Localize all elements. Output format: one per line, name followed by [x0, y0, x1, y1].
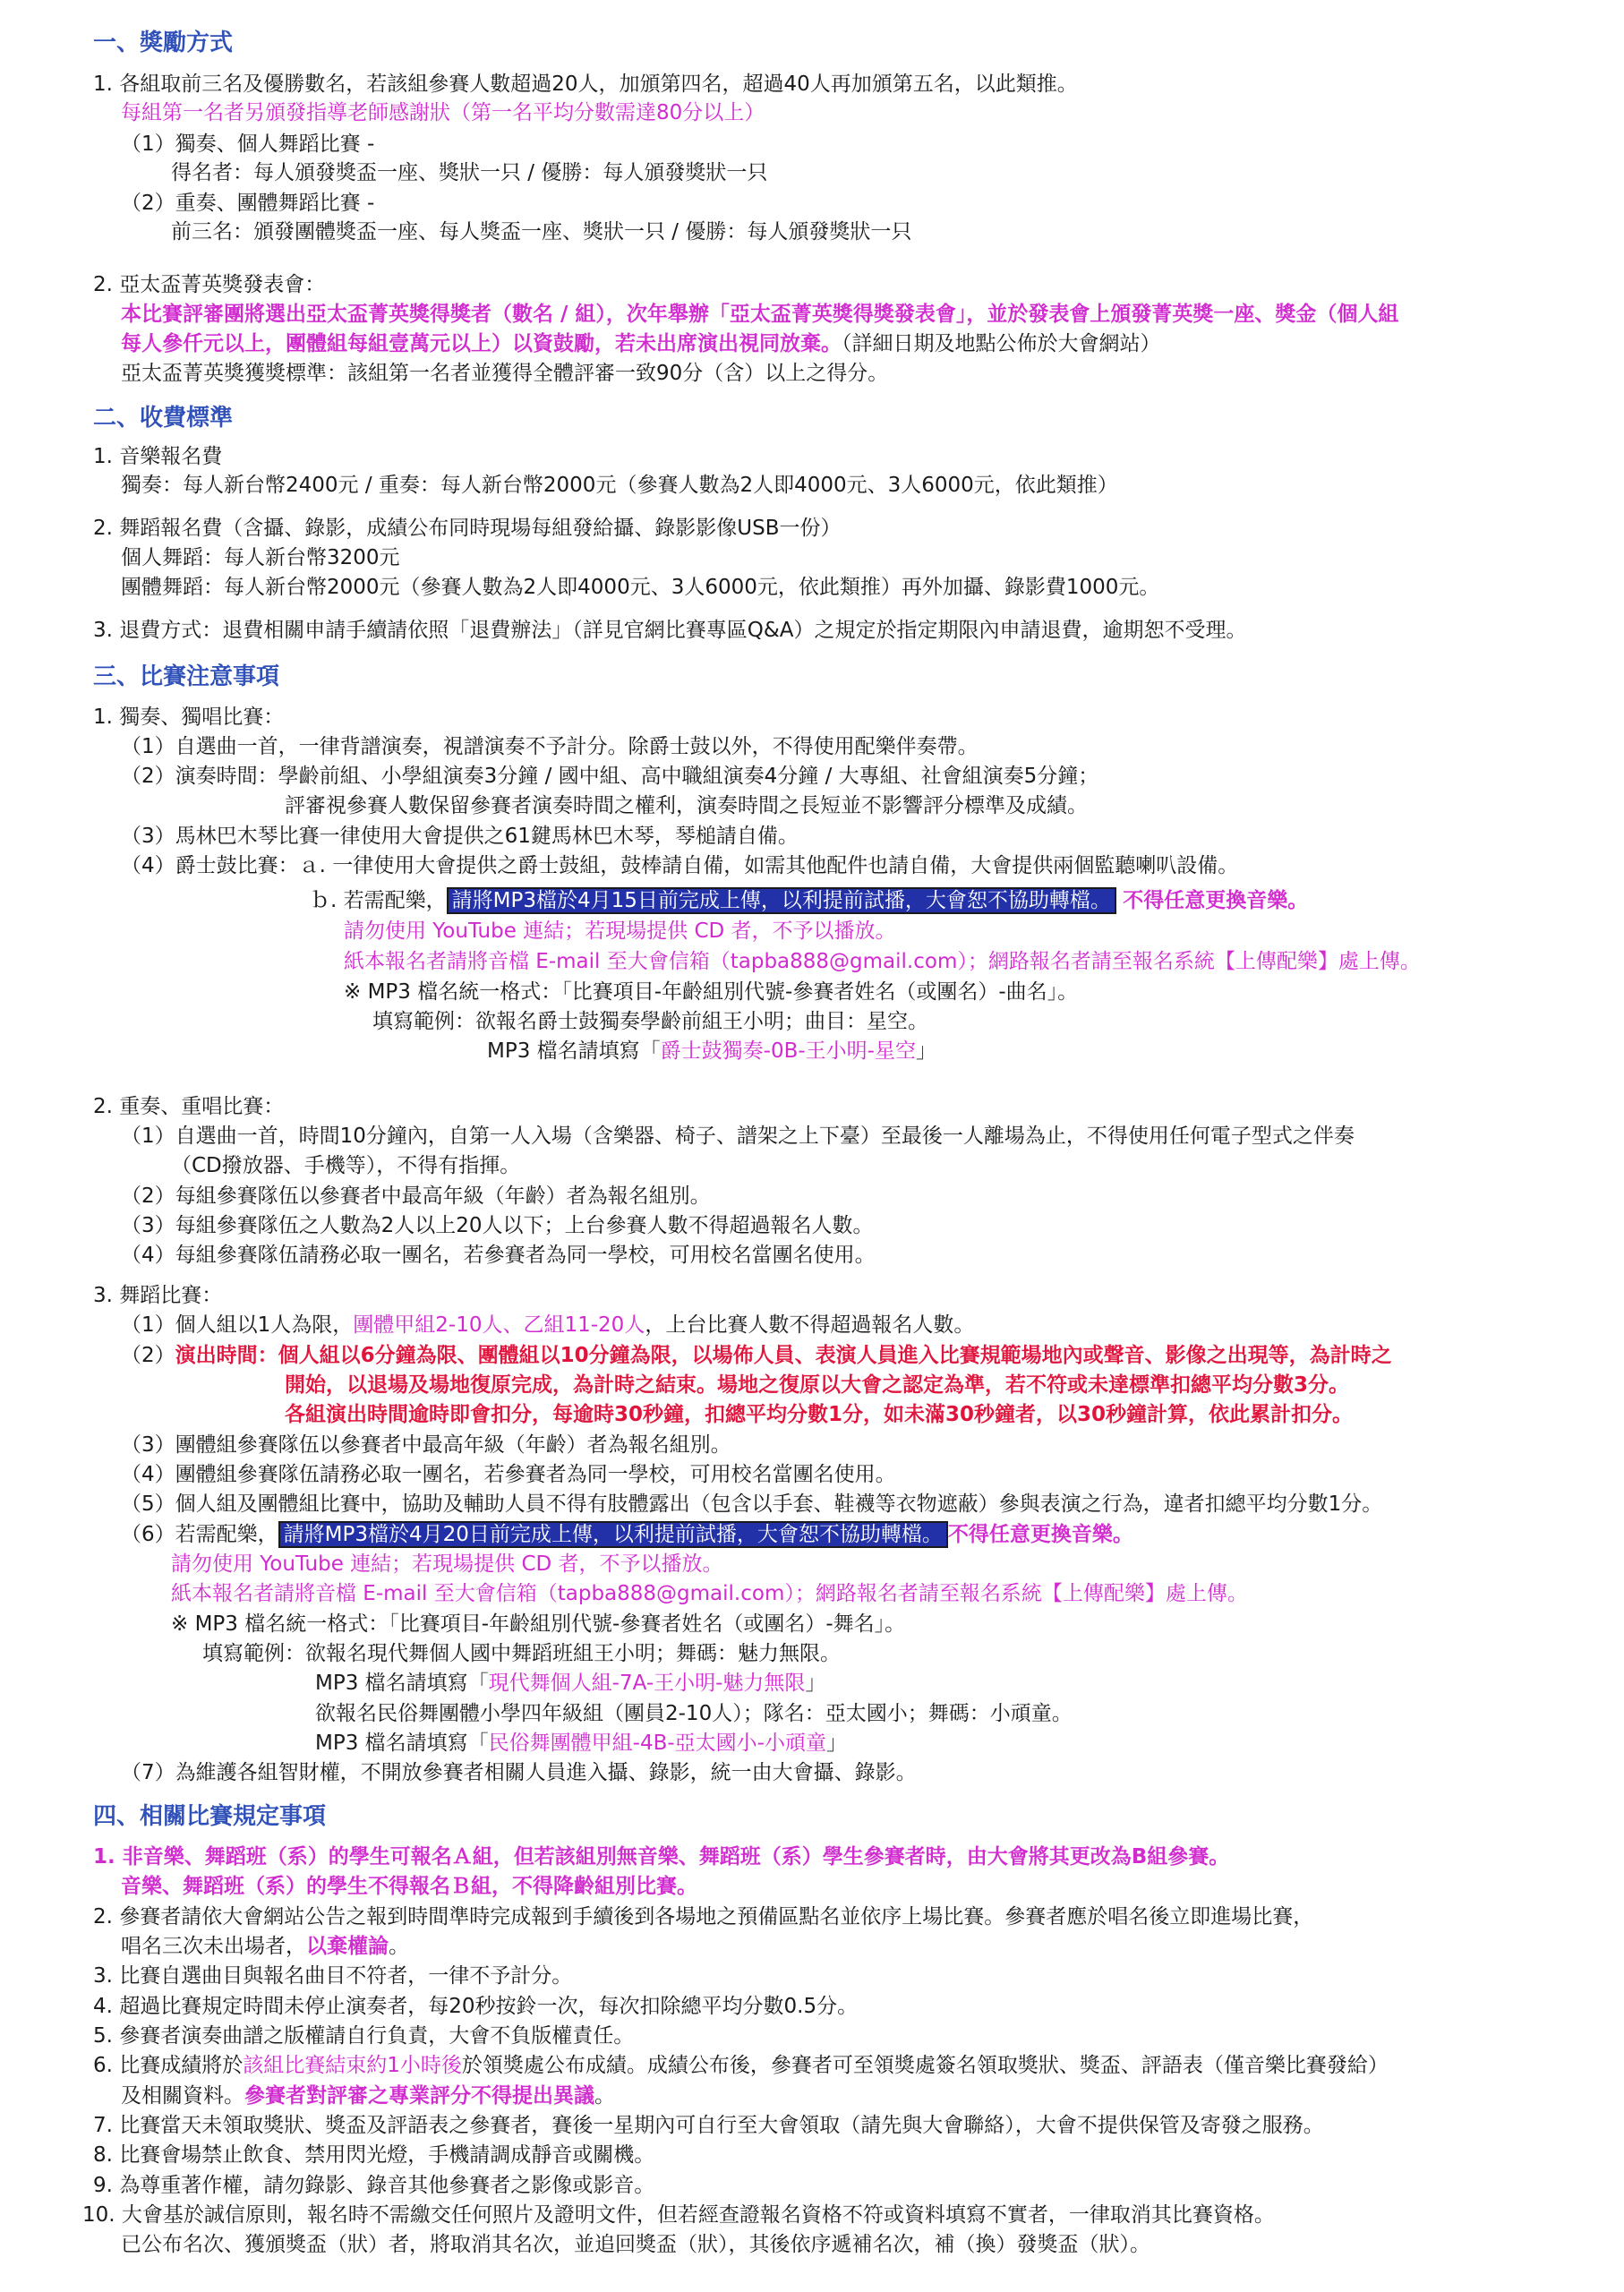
notes-item-1-4b-3: 紙本報名者請將音檔 E-mail 至大會信箱（tapba888@gmail.com）；網路報名者請至報名系統【上傳配樂】處上傳。: [344, 950, 1421, 973]
rules-item-6: 6. 比賽成績將於該組比賽結束約1小時後於領獎處公布成績。成績公布後，參賽者可至領獎處簽名領取獎狀、獎盃、評語表（僅音樂比賽發給）: [93, 2054, 1389, 2077]
rules-item-2: 2. 參賽者請依大會網站公告之報到時間準時完成報到手續後到各場地之預備區點名並依序上場比賽。參賽者應於唱名後立即進場比賽，: [93, 1905, 1314, 1929]
notes-item-1-2b: 評審視參賽人數保留參賽者演奏時間之權利，演奏時間之長短並不影響評分標準及成績。: [285, 794, 1088, 817]
notes-item-3-6-3: 紙本報名者請將音檔 E-mail 至大會信箱（tapba888@gmail.com）；網路報名者請至報名系統【上傳配樂】處上傳。: [171, 1582, 1248, 1605]
awards-item-1-note: 每組第一名者另頒發指導老師感謝狀（第一名平均分數需達80分以上）: [121, 101, 765, 124]
notes-item-2-4: （4）每組參賽隊伍請務必取一團名，若參賽者為同一學校，可用校名當團名使用。: [121, 1244, 876, 1267]
section-heading-notes: 三、比賽注意事項: [93, 663, 280, 690]
notes-item-3: 3. 舞蹈比賽：: [93, 1284, 223, 1307]
highlight-mp3-deadline-drum: 請將MP3檔於4月15日前完成上傳，以利提前試播，大會恕不協助轉檔。: [447, 887, 1116, 914]
notes-item-1-3: （3）馬林巴木琴比賽一律使用大會提供之61鍵馬林巴木琴，琴槌請自備。: [121, 825, 799, 848]
notes-item-3-2c: 各組演出時間逾時即會扣分，每逾時30秒鐘，扣總平均分數1分，如未滿30秒鐘者，以30秒鐘計算，依此累計扣分。: [285, 1403, 1354, 1426]
notes-item-3-6-2: 請勿使用 YouTube 連結；若現場提供 CD 者，不予以播放。: [171, 1552, 723, 1576]
awards-item-1: 1. 各組取前三名及優勝數名，若該組參賽人數超過20人，加頒第四名，超過40人再加頒第五名，以此類推。: [93, 73, 1078, 96]
rules-item-10: 10. 大會基於誠信原則，報名時不需繳交任何照片及證明文件，但若經查證報名資格不符或資料填寫不實者，一律取消其比賽資格。: [82, 2203, 1275, 2227]
notes-item-3-6-5: 填寫範例：欲報名現代舞個人國中舞蹈班組王小明；舞碼：魅力無限。: [202, 1642, 841, 1665]
rules-item-4: 4. 超過比賽規定時間未停止演奏者，每20秒按鈴一次，每次扣除總平均分數0.5分。: [93, 1995, 859, 2018]
notes-item-1-2: （2）演奏時間：學齡前組、小學組演奏3分鐘 / 國中組、高中職組演奏4分鐘 / 大專組、社會組演奏5分鐘；: [121, 765, 1099, 788]
rules-item-1: 1. 非音樂、舞蹈班（系）的學生可報名Ａ組，但若該組別無音樂、舞蹈班（系）學生參賽者時，由大會將其更改為B組參賽。: [93, 1845, 1230, 1869]
section-heading-fees: 二、收費標準: [93, 405, 234, 432]
notes-item-3-6-7: 欲報名民俗舞團體小學四年級組（團員2-10人）；隊名：亞太國小；舞碼：小頑童。: [315, 1702, 1073, 1725]
awards-item-2-line-c: 亞太盃菁英獎獲獎標準：該組第一名者並獲得全體評審一致90分（含）以上之得分。: [121, 362, 889, 385]
notes-item-3-4: （4）團體組參賽隊伍請務必取一團名，若參賽者為同一學校，可用校名當團名使用。: [121, 1463, 896, 1486]
rules-item-7: 7. 比賽當天未領取獎狀、獎盃及評語表之參賽者，賽後一星期內可自行至大會領取（請先與大會聯絡），大會不提供保管及寄發之服務。: [93, 2114, 1324, 2137]
awards-sub-2-title: （2）重奏、團體舞蹈比賽 -: [121, 192, 375, 215]
notes-item-3-5: （5）個人組及團體組比賽中，協助及輔助人員不得有肢體露出（包含以手套、鞋襪等衣物遮蔽）參與表演之行為，違者扣總平均分數1分。: [121, 1492, 1383, 1516]
rules-item-2b: 唱名三次未出場者，以棄權論。: [121, 1935, 409, 1958]
rules-item-8: 8. 比賽會場禁止飲食、禁用閃光燈，手機請調成靜音或關機。: [93, 2143, 655, 2167]
rules-item-9: 9. 為尊重著作權，請勿錄影、錄音其他參賽者之影像或影音。: [93, 2174, 655, 2197]
notes-item-1-4b-2: 請勿使用 YouTube 連結；若現場提供 CD 者，不予以播放。: [344, 919, 896, 943]
notes-item-3-1: （1）個人組以1人為限，團體甲組2-10人、乙組11-20人，上台比賽人數不得超過報名人數。: [121, 1313, 975, 1337]
awards-item-2: 2. 亞太盃菁英獎發表會：: [93, 273, 326, 296]
awards-item-2-line-b: 每人參仟元以上，團體組每組壹萬元以上）以資鼓勵，若未出席演出視同放棄。（詳細日期及地點公佈於大會網站）: [121, 332, 1161, 355]
awards-sub-2-text: 前三名：頒發團體獎盃一座、每人獎盃一座、獎狀一只 / 優勝：每人頒發獎狀一只: [171, 220, 912, 244]
notes-item-1: 1. 獨奏、獨唱比賽：: [93, 706, 285, 729]
fees-item-1: 1. 音樂報名費: [93, 445, 223, 468]
fees-item-1-text: 獨奏：每人新台幣2400元 / 重奏：每人新台幣2000元（參賽人數為2人即4000元、3人6000元，依此類推）: [121, 474, 1118, 497]
notes-item-1-4b-4: ※ MP3 檔名統一格式：「比賽項目-年齡組別代號-參賽者姓名（或團名）-曲名」。: [344, 980, 1079, 1004]
rules-item-6b: 及相關資料。參賽者對評審之專業評分不得提出異議。: [121, 2084, 615, 2108]
fees-item-2: 2. 舞蹈報名費（含攝、錄影，成績公布同時現場每組發給攝、錄影影像USB一份）: [93, 517, 842, 540]
notes-item-2-3: （3）每組參賽隊伍之人數為2人以上20人以下；上台參賽人數不得超過報名人數。: [121, 1214, 874, 1237]
notes-item-1-4: （4）爵士鼓比賽：ａ. 一律使用大會提供之爵士鼓組，鼓棒請自備，如需其他配件也請自備，大會提供兩個監聽喇叭設備。: [121, 854, 1239, 877]
notes-item-1-4b: ｂ. 若需配樂， 請將MP3檔於4月15日前完成上傳，以利提前試播，大會恕不協助轉檔。 不得任意更換音樂。: [310, 889, 1309, 912]
notes-item-3-3: （3）團體組參賽隊伍以參賽者中最高年級（年齡）者為報名組別。: [121, 1433, 731, 1457]
awards-sub-1-text: 得名者：每人頒發獎盃一座、獎狀一只 / 優勝：每人頒發獎狀一只: [171, 161, 768, 184]
notes-item-2-1b: （CD撥放器、手機等），不得有指揮。: [171, 1154, 521, 1177]
notes-item-3-7: （7）為維護各組智財權，不開放參賽者相關人員進入攝、錄影，統一由大會攝、錄影。: [121, 1761, 917, 1784]
rules-item-10b: 已公布名次、獲頒獎盃（狀）者，將取消其名次，並追回獎盃（狀），其後依序遞補名次，補（換）發獎盃（狀）。: [121, 2233, 1150, 2256]
notes-item-2: 2. 重奏、重唱比賽：: [93, 1095, 285, 1118]
awards-item-2-line-a: 本比賽評審團將選出亞太盃菁英獎得獎者（數名 / 組），次年舉辦「亞太盃菁英獎得獎發表會」，並於發表會上頒發菁英獎一座、獎金（個人組: [121, 303, 1399, 326]
awards-sub-1-title: （1）獨奏、個人舞蹈比賽 -: [121, 133, 375, 156]
notes-item-1-1: （1）自選曲一首，一律背譜演奏，視譜演奏不予計分。除爵士鼓以外，不得使用配樂伴奏帶。: [121, 735, 979, 758]
notes-item-3-2: （2）演出時間：個人組以6分鐘為限、團體組以10分鐘為限，以場佈人員、表演人員進入比賽規範場地內或聲音、影像之出現等，為計時之: [121, 1344, 1392, 1367]
section-heading-awards: 一、獎勵方式: [93, 30, 234, 56]
notes-item-1-4b-5: 填寫範例：欲報名爵士鼓獨奏學齡前組王小明；曲目：星空。: [372, 1010, 928, 1033]
rules-item-5: 5. 參賽者演奏曲譜之版權請自行負責，大會不負版權責任。: [93, 2024, 635, 2048]
notes-item-3-6-6: MP3 檔名請填寫「現代舞個人組-7A-王小明-魅力無限」: [315, 1672, 826, 1695]
fees-item-2-a: 個人舞蹈：每人新台幣3200元: [121, 546, 400, 569]
notes-item-3-6-8: MP3 檔名請填寫「民俗舞團體甲組-4B-亞太國小-小頑童」: [315, 1732, 847, 1755]
notes-item-1-4b-6: MP3 檔名請填寫「爵士鼓獨奏-0B-王小明-星空」: [487, 1039, 936, 1063]
rules-item-3: 3. 比賽自選曲目與報名曲目不符者，一律不予計分。: [93, 1964, 573, 1988]
fees-item-3: 3. 退費方式：退費相關申請手續請依照「退費辦法」（詳見官網比賽專區Q&A）之規定於指定期限內申請退費，逾期恕不受理。: [93, 619, 1247, 642]
notes-item-3-2b: 開始，以退場及場地復原完成，為計時之結束。場地之復原以大會之認定為準，若不符或未達標準扣總平均分數3分。: [285, 1373, 1350, 1397]
highlight-mp3-deadline-dance: 請將MP3檔於4月20日前完成上傳，以利提前試播，大會恕不協助轉檔。: [278, 1521, 948, 1548]
notes-item-3-6-4: ※ MP3 檔名統一格式：「比賽項目-年齡組別代號-參賽者姓名（或團名）-舞名」。: [171, 1612, 906, 1636]
rules-item-1b: 音樂、舞蹈班（系）的學生不得報名Ｂ組，不得降齡組別比賽。: [121, 1875, 697, 1898]
notes-item-2-1: （1）自選曲一首，時間10分鐘內，自第一人入場（含樂器、椅子、譜架之上下臺）至最後一人離場為止，不得使用任何電子型式之伴奏: [121, 1125, 1355, 1148]
notes-item-3-6: （6）若需配樂， 請將MP3檔於4月20日前完成上傳，以利提前試播，大會恕不協助轉檔。 不得任意更換音樂。: [121, 1523, 1133, 1546]
notes-item-2-2: （2）每組參賽隊伍以參賽者中最高年級（年齡）者為報名組別。: [121, 1184, 711, 1208]
section-heading-rules: 四、相關比賽規定事項: [93, 1803, 327, 1830]
fees-item-2-b: 團體舞蹈：每人新台幣2000元（參賽人數為2人即4000元、3人6000元，依此類推）再外加攝、錄影費1000元。: [121, 576, 1160, 599]
